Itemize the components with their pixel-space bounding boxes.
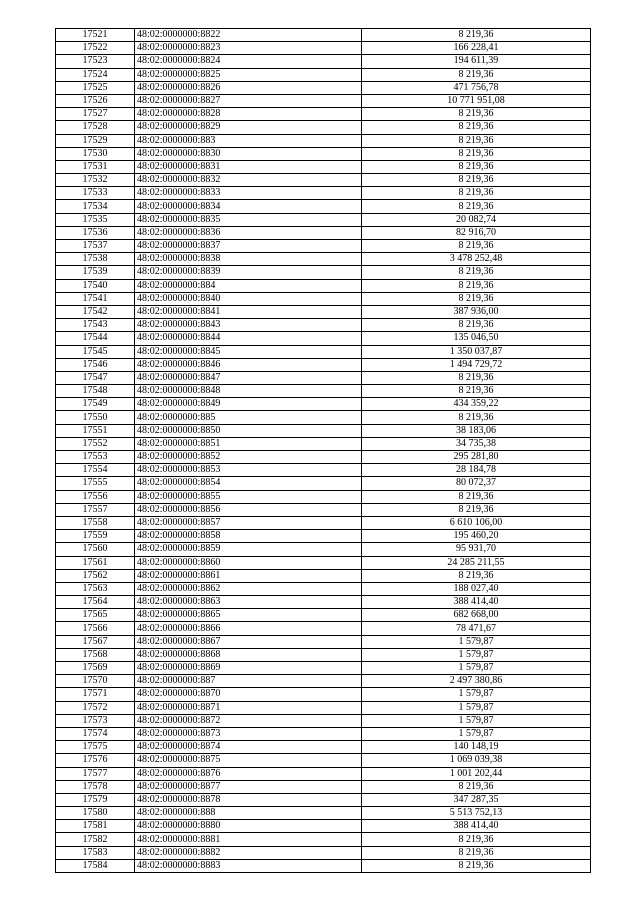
cadastral-number-cell: 48:02:0000000:8834 xyxy=(135,200,362,213)
row-number-cell: 17542 xyxy=(56,305,135,318)
row-number-cell: 17528 xyxy=(56,121,135,134)
value-cell: 8 219,36 xyxy=(362,29,591,42)
cadastral-number-cell: 48:02:0000000:8833 xyxy=(135,187,362,200)
value-cell: 82 916,70 xyxy=(362,226,591,239)
cadastral-number-cell: 48:02:0000000:8832 xyxy=(135,174,362,187)
value-cell: 1 579,87 xyxy=(362,635,591,648)
table-row xyxy=(56,174,591,187)
table-row xyxy=(56,187,591,200)
row-number-cell: 17536 xyxy=(56,226,135,239)
value-cell: 1 579,87 xyxy=(362,727,591,740)
row-number-cell: 17557 xyxy=(56,503,135,516)
value-cell: 3 478 252,48 xyxy=(362,253,591,266)
value-cell: 8 219,36 xyxy=(362,68,591,81)
cadastral-number-cell: 48:02:0000000:8840 xyxy=(135,292,362,305)
table-row xyxy=(56,701,591,714)
value-cell: 8 219,36 xyxy=(362,292,591,305)
row-number-cell: 17571 xyxy=(56,688,135,701)
cadastral-number-cell: 48:02:0000000:8872 xyxy=(135,714,362,727)
value-cell: 1 350 037,87 xyxy=(362,345,591,358)
table-row xyxy=(56,767,591,780)
cadastral-number-cell: 48:02:0000000:8877 xyxy=(135,780,362,793)
cadastral-number-cell: 48:02:0000000:8873 xyxy=(135,727,362,740)
value-cell: 10 771 951,08 xyxy=(362,94,591,107)
table-row xyxy=(56,213,591,226)
table-row xyxy=(56,358,591,371)
row-number-cell: 17582 xyxy=(56,833,135,846)
table-row xyxy=(56,160,591,173)
row-number-cell: 17538 xyxy=(56,253,135,266)
value-cell: 140 148,19 xyxy=(362,741,591,754)
table-row xyxy=(56,609,591,622)
value-cell: 34 735,38 xyxy=(362,437,591,450)
table-row xyxy=(56,226,591,239)
value-cell: 682 668,00 xyxy=(362,609,591,622)
value-cell: 8 219,36 xyxy=(362,490,591,503)
value-cell: 8 219,36 xyxy=(362,279,591,292)
row-number-cell: 17554 xyxy=(56,464,135,477)
cadastral-number-cell: 48:02:0000000:8851 xyxy=(135,437,362,450)
cadastral-number-cell: 48:02:0000000:8850 xyxy=(135,424,362,437)
cadastral-number-cell: 48:02:0000000:887 xyxy=(135,675,362,688)
table-row xyxy=(56,714,591,727)
table-row xyxy=(56,846,591,859)
value-cell: 135 046,50 xyxy=(362,332,591,345)
cadastral-number-cell: 48:02:0000000:8863 xyxy=(135,596,362,609)
cadastral-number-cell: 48:02:0000000:8848 xyxy=(135,385,362,398)
row-number-cell: 17545 xyxy=(56,345,135,358)
value-cell: 8 219,36 xyxy=(362,174,591,187)
table-row xyxy=(56,793,591,806)
table-row xyxy=(56,81,591,94)
cadastral-number-cell: 48:02:0000000:8871 xyxy=(135,701,362,714)
row-number-cell: 17572 xyxy=(56,701,135,714)
table-row xyxy=(56,411,591,424)
row-number-cell: 17539 xyxy=(56,266,135,279)
table-row xyxy=(56,820,591,833)
row-number-cell: 17562 xyxy=(56,569,135,582)
cadastral-number-cell: 48:02:0000000:8880 xyxy=(135,820,362,833)
cadastral-number-cell: 48:02:0000000:8862 xyxy=(135,582,362,595)
table-row xyxy=(56,754,591,767)
cadastral-number-cell: 48:02:0000000:8869 xyxy=(135,662,362,675)
value-cell: 195 460,20 xyxy=(362,530,591,543)
cadastral-number-cell: 48:02:0000000:8825 xyxy=(135,68,362,81)
value-cell: 8 219,36 xyxy=(362,371,591,384)
value-cell: 1 069 039,38 xyxy=(362,754,591,767)
row-number-cell: 17583 xyxy=(56,846,135,859)
value-cell: 8 219,36 xyxy=(362,780,591,793)
table-row xyxy=(56,319,591,332)
value-cell: 5 513 752,13 xyxy=(362,807,591,820)
value-cell: 20 082,74 xyxy=(362,213,591,226)
cadastral-number-cell: 48:02:0000000:8844 xyxy=(135,332,362,345)
table-row xyxy=(56,385,591,398)
table-row xyxy=(56,371,591,384)
cadastral-number-cell: 48:02:0000000:8827 xyxy=(135,94,362,107)
table-row xyxy=(56,345,591,358)
table-row xyxy=(56,543,591,556)
table-row xyxy=(56,108,591,121)
value-cell: 8 219,36 xyxy=(362,266,591,279)
row-number-cell: 17529 xyxy=(56,134,135,147)
row-number-cell: 17581 xyxy=(56,820,135,833)
row-number-cell: 17543 xyxy=(56,319,135,332)
row-number-cell: 17567 xyxy=(56,635,135,648)
row-number-cell: 17559 xyxy=(56,530,135,543)
table-row xyxy=(56,780,591,793)
row-number-cell: 17566 xyxy=(56,622,135,635)
cadastral-number-cell: 48:02:0000000:8865 xyxy=(135,609,362,622)
row-number-cell: 17573 xyxy=(56,714,135,727)
table-row xyxy=(56,134,591,147)
cadastral-number-cell: 48:02:0000000:8829 xyxy=(135,121,362,134)
cadastral-number-cell: 48:02:0000000:8839 xyxy=(135,266,362,279)
cadastral-number-cell: 48:02:0000000:8868 xyxy=(135,648,362,661)
cadastral-number-cell: 48:02:0000000:8849 xyxy=(135,398,362,411)
table-body xyxy=(56,29,591,873)
cadastral-number-cell: 48:02:0000000:8878 xyxy=(135,793,362,806)
value-cell: 95 931,70 xyxy=(362,543,591,556)
row-number-cell: 17555 xyxy=(56,477,135,490)
row-number-cell: 17551 xyxy=(56,424,135,437)
table-row xyxy=(56,94,591,107)
cadastral-number-cell: 48:02:0000000:8830 xyxy=(135,147,362,160)
value-cell: 8 219,36 xyxy=(362,385,591,398)
cadastral-number-cell: 48:02:0000000:8837 xyxy=(135,240,362,253)
table-row xyxy=(56,42,591,55)
row-number-cell: 17565 xyxy=(56,609,135,622)
table-row xyxy=(56,662,591,675)
value-cell: 387 936,00 xyxy=(362,305,591,318)
cadastral-number-cell: 48:02:0000000:8841 xyxy=(135,305,362,318)
table-row xyxy=(56,279,591,292)
value-cell: 8 219,36 xyxy=(362,160,591,173)
row-number-cell: 17550 xyxy=(56,411,135,424)
row-number-cell: 17521 xyxy=(56,29,135,42)
cadastral-number-cell: 48:02:0000000:8876 xyxy=(135,767,362,780)
table-row xyxy=(56,807,591,820)
cadastral-number-cell: 48:02:0000000:8823 xyxy=(135,42,362,55)
table-row xyxy=(56,635,591,648)
row-number-cell: 17541 xyxy=(56,292,135,305)
cadastral-number-cell: 48:02:0000000:884 xyxy=(135,279,362,292)
value-cell: 8 219,36 xyxy=(362,121,591,134)
table-row xyxy=(56,503,591,516)
row-number-cell: 17549 xyxy=(56,398,135,411)
table-row xyxy=(56,305,591,318)
value-cell: 1 001 202,44 xyxy=(362,767,591,780)
cadastral-number-cell: 48:02:0000000:8854 xyxy=(135,477,362,490)
row-number-cell: 17547 xyxy=(56,371,135,384)
value-cell: 78 471,67 xyxy=(362,622,591,635)
table-row xyxy=(56,398,591,411)
row-number-cell: 17523 xyxy=(56,55,135,68)
row-number-cell: 17526 xyxy=(56,94,135,107)
value-cell: 1 579,87 xyxy=(362,688,591,701)
value-cell: 388 414,40 xyxy=(362,596,591,609)
cadastral-number-cell: 48:02:0000000:8824 xyxy=(135,55,362,68)
cadastral-number-cell: 48:02:0000000:8866 xyxy=(135,622,362,635)
row-number-cell: 17580 xyxy=(56,807,135,820)
value-cell: 2 497 380,86 xyxy=(362,675,591,688)
cadastral-number-cell: 48:02:0000000:8861 xyxy=(135,569,362,582)
cadastral-number-cell: 48:02:0000000:8882 xyxy=(135,846,362,859)
value-cell: 194 611,39 xyxy=(362,55,591,68)
row-number-cell: 17569 xyxy=(56,662,135,675)
table-row xyxy=(56,451,591,464)
row-number-cell: 17522 xyxy=(56,42,135,55)
cadastral-number-cell: 48:02:0000000:8856 xyxy=(135,503,362,516)
value-cell: 80 072,37 xyxy=(362,477,591,490)
table-row xyxy=(56,727,591,740)
table-row xyxy=(56,833,591,846)
cadastral-number-cell: 48:02:0000000:8847 xyxy=(135,371,362,384)
row-number-cell: 17560 xyxy=(56,543,135,556)
row-number-cell: 17548 xyxy=(56,385,135,398)
value-cell: 8 219,36 xyxy=(362,187,591,200)
table-row xyxy=(56,29,591,42)
cadastral-number-cell: 48:02:0000000:883 xyxy=(135,134,362,147)
row-number-cell: 17537 xyxy=(56,240,135,253)
row-number-cell: 17553 xyxy=(56,451,135,464)
row-number-cell: 17534 xyxy=(56,200,135,213)
row-number-cell: 17558 xyxy=(56,516,135,529)
table-row xyxy=(56,741,591,754)
row-number-cell: 17584 xyxy=(56,859,135,872)
table-row xyxy=(56,464,591,477)
row-number-cell: 17535 xyxy=(56,213,135,226)
table-row xyxy=(56,556,591,569)
table-row xyxy=(56,200,591,213)
cadastral-number-cell: 48:02:0000000:8881 xyxy=(135,833,362,846)
row-number-cell: 17577 xyxy=(56,767,135,780)
row-number-cell: 17556 xyxy=(56,490,135,503)
value-cell: 188 027,40 xyxy=(362,582,591,595)
table-row xyxy=(56,121,591,134)
table-row xyxy=(56,569,591,582)
table-row xyxy=(56,648,591,661)
row-number-cell: 17525 xyxy=(56,81,135,94)
value-cell: 28 184,78 xyxy=(362,464,591,477)
value-cell: 8 219,36 xyxy=(362,319,591,332)
table-row xyxy=(56,582,591,595)
table-row xyxy=(56,266,591,279)
row-number-cell: 17570 xyxy=(56,675,135,688)
value-cell: 6 610 106,00 xyxy=(362,516,591,529)
cadastral-number-cell: 48:02:0000000:8860 xyxy=(135,556,362,569)
value-cell: 8 219,36 xyxy=(362,859,591,872)
table-row xyxy=(56,675,591,688)
row-number-cell: 17561 xyxy=(56,556,135,569)
value-cell: 1 579,87 xyxy=(362,701,591,714)
table-row xyxy=(56,490,591,503)
value-cell: 8 219,36 xyxy=(362,134,591,147)
cadastral-number-cell: 48:02:0000000:8852 xyxy=(135,451,362,464)
cadastral-number-cell: 48:02:0000000:8843 xyxy=(135,319,362,332)
value-cell: 388 414,40 xyxy=(362,820,591,833)
table-row xyxy=(56,240,591,253)
cadastral-number-cell: 48:02:0000000:8836 xyxy=(135,226,362,239)
table-row xyxy=(56,516,591,529)
value-cell: 434 359,22 xyxy=(362,398,591,411)
table-row xyxy=(56,68,591,81)
row-number-cell: 17563 xyxy=(56,582,135,595)
table-row xyxy=(56,147,591,160)
cadastral-number-cell: 48:02:0000000:8883 xyxy=(135,859,362,872)
row-number-cell: 17576 xyxy=(56,754,135,767)
value-cell: 8 219,36 xyxy=(362,503,591,516)
row-number-cell: 17524 xyxy=(56,68,135,81)
table-row xyxy=(56,596,591,609)
value-cell: 8 219,36 xyxy=(362,240,591,253)
table-row xyxy=(56,424,591,437)
row-number-cell: 17532 xyxy=(56,174,135,187)
cadastral-number-cell: 48:02:0000000:8867 xyxy=(135,635,362,648)
table-row xyxy=(56,292,591,305)
cadastral-number-cell: 48:02:0000000:8831 xyxy=(135,160,362,173)
table-row xyxy=(56,688,591,701)
value-cell: 1 579,87 xyxy=(362,714,591,727)
cadastral-number-cell: 48:02:0000000:8859 xyxy=(135,543,362,556)
row-number-cell: 17540 xyxy=(56,279,135,292)
row-number-cell: 17575 xyxy=(56,741,135,754)
value-cell: 8 219,36 xyxy=(362,411,591,424)
cadastral-number-cell: 48:02:0000000:8857 xyxy=(135,516,362,529)
value-cell: 295 281,80 xyxy=(362,451,591,464)
cadastral-number-cell: 48:02:0000000:8858 xyxy=(135,530,362,543)
cadastral-number-cell: 48:02:0000000:8845 xyxy=(135,345,362,358)
value-cell: 8 219,36 xyxy=(362,846,591,859)
cadastral-number-cell: 48:02:0000000:8835 xyxy=(135,213,362,226)
cadastral-number-cell: 48:02:0000000:885 xyxy=(135,411,362,424)
row-number-cell: 17574 xyxy=(56,727,135,740)
data-table xyxy=(55,28,591,873)
cadastral-number-cell: 48:02:0000000:8822 xyxy=(135,29,362,42)
cadastral-number-cell: 48:02:0000000:8870 xyxy=(135,688,362,701)
table-row xyxy=(56,332,591,345)
cadastral-number-cell: 48:02:0000000:8846 xyxy=(135,358,362,371)
table-row xyxy=(56,530,591,543)
row-number-cell: 17544 xyxy=(56,332,135,345)
value-cell: 8 219,36 xyxy=(362,569,591,582)
row-number-cell: 17568 xyxy=(56,648,135,661)
table-row xyxy=(56,253,591,266)
value-cell: 1 579,87 xyxy=(362,648,591,661)
value-cell: 8 219,36 xyxy=(362,108,591,121)
row-number-cell: 17530 xyxy=(56,147,135,160)
row-number-cell: 17546 xyxy=(56,358,135,371)
row-number-cell: 17552 xyxy=(56,437,135,450)
cadastral-number-cell: 48:02:0000000:8874 xyxy=(135,741,362,754)
row-number-cell: 17527 xyxy=(56,108,135,121)
value-cell: 24 285 211,55 xyxy=(362,556,591,569)
cadastral-number-cell: 48:02:0000000:8853 xyxy=(135,464,362,477)
value-cell: 38 183,06 xyxy=(362,424,591,437)
table-row xyxy=(56,437,591,450)
cadastral-number-cell: 48:02:0000000:8826 xyxy=(135,81,362,94)
table-row xyxy=(56,55,591,68)
value-cell: 166 228,41 xyxy=(362,42,591,55)
value-cell: 1 579,87 xyxy=(362,662,591,675)
cadastral-number-cell: 48:02:0000000:8838 xyxy=(135,253,362,266)
table-row xyxy=(56,859,591,872)
value-cell: 8 219,36 xyxy=(362,833,591,846)
table-row xyxy=(56,477,591,490)
row-number-cell: 17564 xyxy=(56,596,135,609)
cadastral-number-cell: 48:02:0000000:888 xyxy=(135,807,362,820)
row-number-cell: 17531 xyxy=(56,160,135,173)
row-number-cell: 17579 xyxy=(56,793,135,806)
value-cell: 8 219,36 xyxy=(362,200,591,213)
row-number-cell: 17578 xyxy=(56,780,135,793)
value-cell: 471 756,78 xyxy=(362,81,591,94)
cadastral-number-cell: 48:02:0000000:8875 xyxy=(135,754,362,767)
table-row xyxy=(56,622,591,635)
cadastral-number-cell: 48:02:0000000:8855 xyxy=(135,490,362,503)
cadastral-number-cell: 48:02:0000000:8828 xyxy=(135,108,362,121)
value-cell: 1 494 729,72 xyxy=(362,358,591,371)
value-cell: 347 287,35 xyxy=(362,793,591,806)
value-cell: 8 219,36 xyxy=(362,147,591,160)
row-number-cell: 17533 xyxy=(56,187,135,200)
